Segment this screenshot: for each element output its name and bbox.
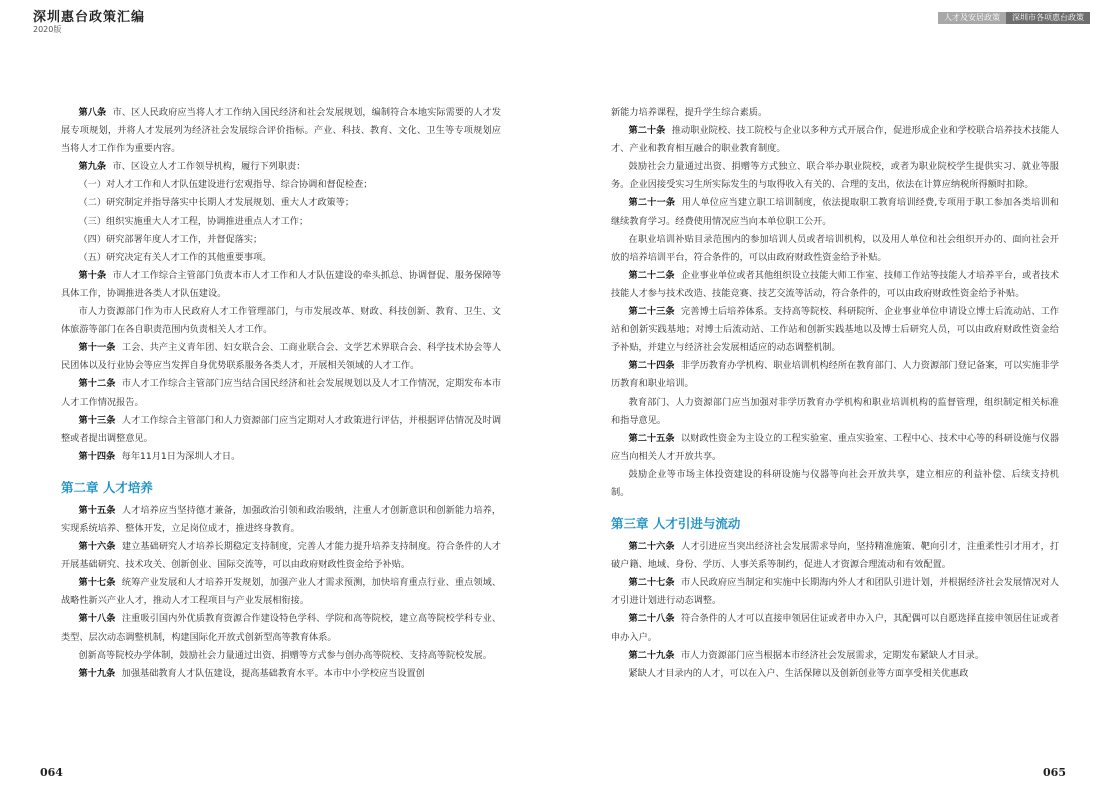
article-paragraph <box>61 267 501 303</box>
paragraph-text: （五）研究决定有关人才工作的其他重要事项。 <box>78 251 272 263</box>
page-header-right <box>938 12 1090 24</box>
article-paragraph <box>611 647 1059 665</box>
tab-category: 人才及安居政策 <box>938 12 1006 24</box>
article-number: 第十条 <box>78 269 107 281</box>
body-paragraph <box>61 176 501 194</box>
article-paragraph <box>611 574 1059 610</box>
paragraph-text: （三）组织实施重大人才工程，协调推进重点人才工作； <box>78 215 309 227</box>
article-number: 第二十七条 <box>628 577 675 589</box>
paragraph-text: 市人力资源部门作为市人民政府人才工作管理部门，与市发展改革、财政、科技创新、教育、卫生、文体旅游等部门在各自职责范围内负责相关人才工作。 <box>61 306 501 336</box>
article-paragraph <box>611 303 1059 357</box>
body-paragraph <box>611 104 1059 122</box>
paragraph-text: 符合条件的人才可以直接申领居住证或者申办入户，其配偶可以自愿选择直接申领居住证或者申办入户。 <box>611 613 1060 643</box>
paragraph-text: 创新高等院校办学体制，鼓励社会力量通过出资、捐赠等方式参与创办高等院校、支持高等院校发展。 <box>78 649 492 661</box>
article-paragraph <box>611 357 1059 393</box>
left-column <box>61 104 501 683</box>
article-number: 第十八条 <box>78 613 116 625</box>
paragraph-text: 人才工作综合主管部门和人力资源部门应当定期对人才政策进行评估，并根据评估情况及时调整或者提出调整意见。 <box>61 414 502 444</box>
paragraph-text: 市人才工作综合主管部门应当结合国民经济和社会发展规划以及人才工作情况，定期发布本市人才工作情况报告。 <box>61 378 502 408</box>
body-paragraph <box>61 213 501 231</box>
paragraph-text: 以财政性资金为主设立的工程实验室、重点实验室、工程中心、技术中心等的科研设施与仪器应当向相关人才开放共享。 <box>611 432 1060 462</box>
body-paragraph <box>61 194 501 212</box>
body-paragraph <box>611 665 1059 683</box>
paragraph-text: 鼓励企业等市场主体投资建设的科研设施与仪器等向社会开放共享，建立相应的利益补偿、后续支持机制。 <box>611 468 1059 498</box>
paragraph-text: 市、区设立人才工作领导机构，履行下列职责： <box>112 161 306 173</box>
article-paragraph <box>61 610 501 646</box>
paragraph-text: 非学历教育办学机构、职业培训机构经所在教育部门、人力资源部门登记备案，可以实施非学历教育和职业培训。 <box>611 360 1060 390</box>
paragraph-text: 建立基础研究人才培养长期稳定支持制度，完善人才能力提升培养支持制度。符合条件的人才开展基础研究、技术攻关、创新创业、国际交流等，可以由政府财政性资金给予补贴。 <box>61 541 502 571</box>
article-paragraph <box>611 430 1059 466</box>
article-paragraph <box>61 158 501 176</box>
paragraph-text: 市人力资源部门应当根据本市经济社会发展需求，定期发布紧缺人才目录。 <box>680 649 985 661</box>
body-paragraph <box>611 231 1059 267</box>
paragraph-text: 新能力培养课程，提升学生综合素质。 <box>611 107 768 118</box>
article-number: 第二十八条 <box>628 613 675 625</box>
paragraph-text: 注重吸引国内外优质教育资源合作建设特色学科、学院和高等院校，建立高等院校学科专业、类型、层次动态调整机制，构建国际化开放式创新型高等教育体系。 <box>61 613 502 643</box>
article-paragraph <box>61 574 501 610</box>
article-paragraph <box>61 502 501 538</box>
paragraph-text: 紧缺人才目录内的人才，可以在入户、生活保障以及创新创业等方面享受相关优惠政 <box>628 667 969 679</box>
article-paragraph <box>61 538 501 574</box>
article-number: 第二十六条 <box>628 541 675 553</box>
article-number: 第十九条 <box>78 667 116 679</box>
chapter-heading: 第三章 人才引进与流动 <box>611 516 741 532</box>
article-number: 第十四条 <box>78 450 116 462</box>
article-number: 第二十五条 <box>628 432 675 444</box>
article-number: 第十二条 <box>78 378 116 390</box>
article-paragraph <box>611 122 1059 158</box>
article-paragraph <box>61 412 501 448</box>
page-number-left: 064 <box>40 766 63 779</box>
book-year: 2020版 <box>33 25 62 34</box>
paragraph-text: 完善博士后培养体系。支持高等院校、科研院所、企业事业单位申请设立博士后流动站、工作站和创新实践基地；对博士后流动站、工作站和创新实践基地以及博士后研究人员，可以由政府财政性资金给予补贴，并建立与经济社会发展相适应的动态调整机制。 <box>611 306 1060 354</box>
paragraph-text: 推动职业院校、技工院校与企业以多种方式开展合作，促进形成企业和学校联合培养技术技能人才、产业和教育相互融合的职业教育制度。 <box>611 125 1060 155</box>
body-paragraph <box>61 231 501 249</box>
article-number: 第十三条 <box>78 414 116 426</box>
article-number: 第十一条 <box>78 342 116 354</box>
article-number: 第八条 <box>78 107 107 118</box>
paragraph-text: 市、区人民政府应当将人才工作纳入国民经济和社会发展规划，编制符合本地实际需要的人才发展专项规划，并将人才发展列为经济社会发展综合评价指标。产业、科技、教育、文化、卫生等专项规划应当将人才工作作为重要内容。 <box>61 107 502 155</box>
paragraph-text: （一）对人才工作和人才队伍建设进行宏观指导、综合协调和督促检查； <box>78 179 373 191</box>
right-column <box>611 104 1059 683</box>
article-number: 第十七条 <box>78 577 116 589</box>
paragraph-text: 人才培养应当坚持德才兼备，加强政治引领和政治吸纳，注重人才创新意识和创新能力培养，实现系统培养、整体开发，立足岗位成才，推进终身教育。 <box>61 504 502 534</box>
page-header-left <box>33 10 145 35</box>
article-paragraph <box>61 339 501 375</box>
tab-section: 深圳市各项惠台政策 <box>1006 12 1090 24</box>
article-paragraph <box>611 267 1059 303</box>
paragraph-text: 市人才工作综合主管部门负责本市人才工作和人才队伍建设的牵头抓总、协调督促、服务保障等具体工作，协调推进各类人才队伍建设。 <box>61 269 502 299</box>
body-paragraph <box>61 303 501 339</box>
paragraph-text: 企业事业单位或者其他组织设立技能大师工作室、技师工作站等技能人才培养平台，或者技术技能人才参与技术改造、技能竞赛、技艺交流等活动，符合条件的，可以由政府财政性资金给予补贴。 <box>611 269 1060 299</box>
article-number: 第九条 <box>78 161 107 173</box>
paragraph-text: 加强基础教育人才队伍建设，提高基础教育水平。本市中小学校应当设置创 <box>121 667 425 679</box>
article-number: 第十五条 <box>78 504 116 516</box>
paragraph-text: （四）研究部署年度人才工作，并督促落实； <box>78 233 263 245</box>
book-title: 深圳惠台政策汇编 <box>33 10 146 25</box>
article-number: 第二十四条 <box>628 360 675 372</box>
article-number: 第二十九条 <box>628 649 675 661</box>
article-paragraph <box>611 610 1059 646</box>
paragraph-text: 鼓励社会力量通过出资、捐赠等方式独立、联合举办职业院校，或者为职业院校学生提供实习、就业等服务。企业因接受实习生所实际发生的与取得收入有关的、合理的支出，依法在计算应纳税所得额时扣除。 <box>611 161 1059 191</box>
article-paragraph <box>61 665 501 683</box>
article-number: 第二十三条 <box>628 306 675 318</box>
article-paragraph <box>61 375 501 411</box>
paragraph-text: （二）研究制定并指导落实中长期人才发展规划、重大人才政策等； <box>78 197 355 209</box>
article-paragraph <box>61 104 501 158</box>
article-number: 第二十条 <box>628 125 666 137</box>
body-paragraph <box>61 647 501 665</box>
paragraph-text: 工会、共产主义青年团、妇女联合会、工商业联合会、文学艺术界联合会、科学技术协会等人民团体以及行业协会等应当发挥自身优势联系服务各类人才，开展相关领域的人才工作。 <box>61 342 502 372</box>
paragraph-text: 教育部门、人力资源部门应当加强对非学历教育办学机构和职业培训机构的监督管理，组织制定相关标准和指导意见。 <box>611 396 1059 426</box>
paragraph-text: 人才引进应当突出经济社会发展需求导向，坚持精准施策、靶向引才，注重柔性引才用才，打破户籍、地域、身份、学历、人事关系等制约，促进人才资源合理流动和有效配置。 <box>611 541 1060 571</box>
body-paragraph <box>611 394 1059 430</box>
body-paragraph <box>611 158 1059 194</box>
article-number: 第十六条 <box>78 541 116 553</box>
article-number: 第二十二条 <box>628 269 675 281</box>
page-number-right: 065 <box>1043 766 1066 779</box>
article-paragraph <box>611 538 1059 574</box>
article-number: 第二十一条 <box>628 197 676 209</box>
body-paragraph <box>611 466 1059 502</box>
paragraph-text: 用人单位应当建立职工培训制度，依法提取职工教育培训经费,专项用于职工参加各类培训和继续教育学习。经费使用情况应当向本单位职工公开。 <box>611 197 1059 227</box>
paragraph-text: 市人民政府应当制定和实施中长期海内外人才和团队引进计划，并根据经济社会发展情况对人才引进计划进行动态调整。 <box>611 577 1060 607</box>
paragraph-text: 在职业培训补贴目录范围内的参加培训人员或者培训机构，以及用人单位和社会组织开办的、面向社会开放的培养培训平台，符合条件的，可以由政府财政性资金给予补贴。 <box>611 233 1059 263</box>
chapter-heading: 第二章 人才培养 <box>61 479 153 495</box>
article-paragraph <box>611 194 1059 230</box>
paragraph-text: 每年11月1日为深圳人才日。 <box>121 450 241 462</box>
article-paragraph <box>61 448 501 466</box>
body-paragraph <box>61 249 501 267</box>
paragraph-text: 统筹产业发展和人才培养开发规划，加强产业人才需求预测，加快培育重点行业、重点领域、战略性新兴产业人才，推动人才工程项目与产业发展相衔接。 <box>61 577 502 607</box>
